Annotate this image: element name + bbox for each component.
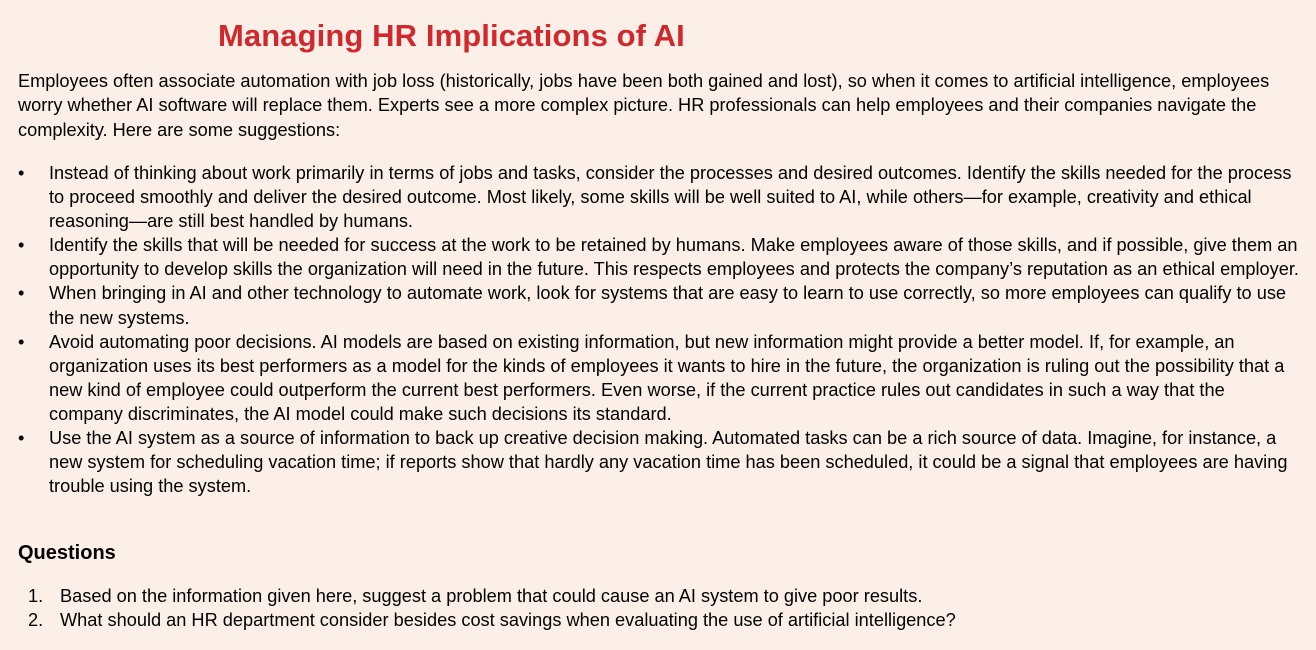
- question-number: 1.: [28, 586, 44, 606]
- bullet-marker: •: [18, 331, 25, 352]
- page-title: Managing HR Implications of AI: [218, 18, 685, 53]
- question-text: What should an HR department consider besides cost savings when evaluating the use of artificial intelligence?: [60, 610, 956, 631]
- question-number: 2.: [28, 610, 44, 631]
- intro-paragraph: Employees often associate automation with job loss (historically, jobs have been both gained and lost), so when it comes to artificial intelligence, employees worry whether AI software will replace them. Experts see a more complex picture. HR professionals can help employees and their companies navigate the complexity. Here are some suggestions:: [18, 71, 1270, 140]
- questions-list: [18, 584, 1300, 632]
- bullet-marker: •: [18, 428, 25, 449]
- list-item-text: Avoid automating poor decisions. AI models are based on existing information, but new information might provide a better model. If, for example, an organization uses its best performers as a model for the kinds of employees it wants to hire in the future, the organization is ruling out the possibility that a new kind of employee could outperform the current best performers. Even worse, if the current practice rules out candidates in such a way that the company discriminates, the AI model could make such decisions its standard.: [49, 331, 1285, 424]
- list-item-text: When bringing in AI and other technology to automate work, look for systems that are easy to learn to use correctly, so more employees can qualify to use the new systems.: [49, 283, 1287, 328]
- bullet-marker: •: [18, 163, 25, 183]
- list-item: [18, 161, 1300, 233]
- questions-heading: Questions: [18, 542, 116, 564]
- question-item: [18, 584, 1300, 608]
- list-item: [18, 233, 1300, 281]
- list-item-text: Identify the skills that will be needed for success at the work to be retained by humans. Make employees aware of those skills, and if possible, give them an opportunity to develop skills the organization will need in the future. This respects employees and protects the company’s reputation as an ethical employer.: [49, 235, 1299, 280]
- suggestions-list: [18, 161, 1300, 498]
- bullet-marker: •: [18, 283, 25, 304]
- list-item: [18, 281, 1300, 329]
- list-item-text: Use the AI system as a source of information to back up creative decision making. Automated tasks can be a rich source of data. Imagine, for instance, a new system for scheduling vacation time; if reports show that hardly any vacation time has been scheduled, it could be a signal that employees are having trouble using the system.: [49, 428, 1288, 497]
- question-item: [18, 608, 1300, 632]
- question-text: Based on the information given here, suggest a problem that could cause an AI system to give poor results.: [60, 586, 923, 606]
- list-item: [18, 426, 1300, 498]
- list-item: [18, 330, 1300, 426]
- list-item-text: Instead of thinking about work primarily in terms of jobs and tasks, consider the processes and desired outcomes. Identify the skills needed for the process to proceed smoothly and deliver the desired outcome. Most likely, some skills will be well suited to AI, while others—for example, creativity and ethical reasoning—are still best handled by humans.: [49, 163, 1292, 232]
- bullet-marker: •: [18, 235, 25, 256]
